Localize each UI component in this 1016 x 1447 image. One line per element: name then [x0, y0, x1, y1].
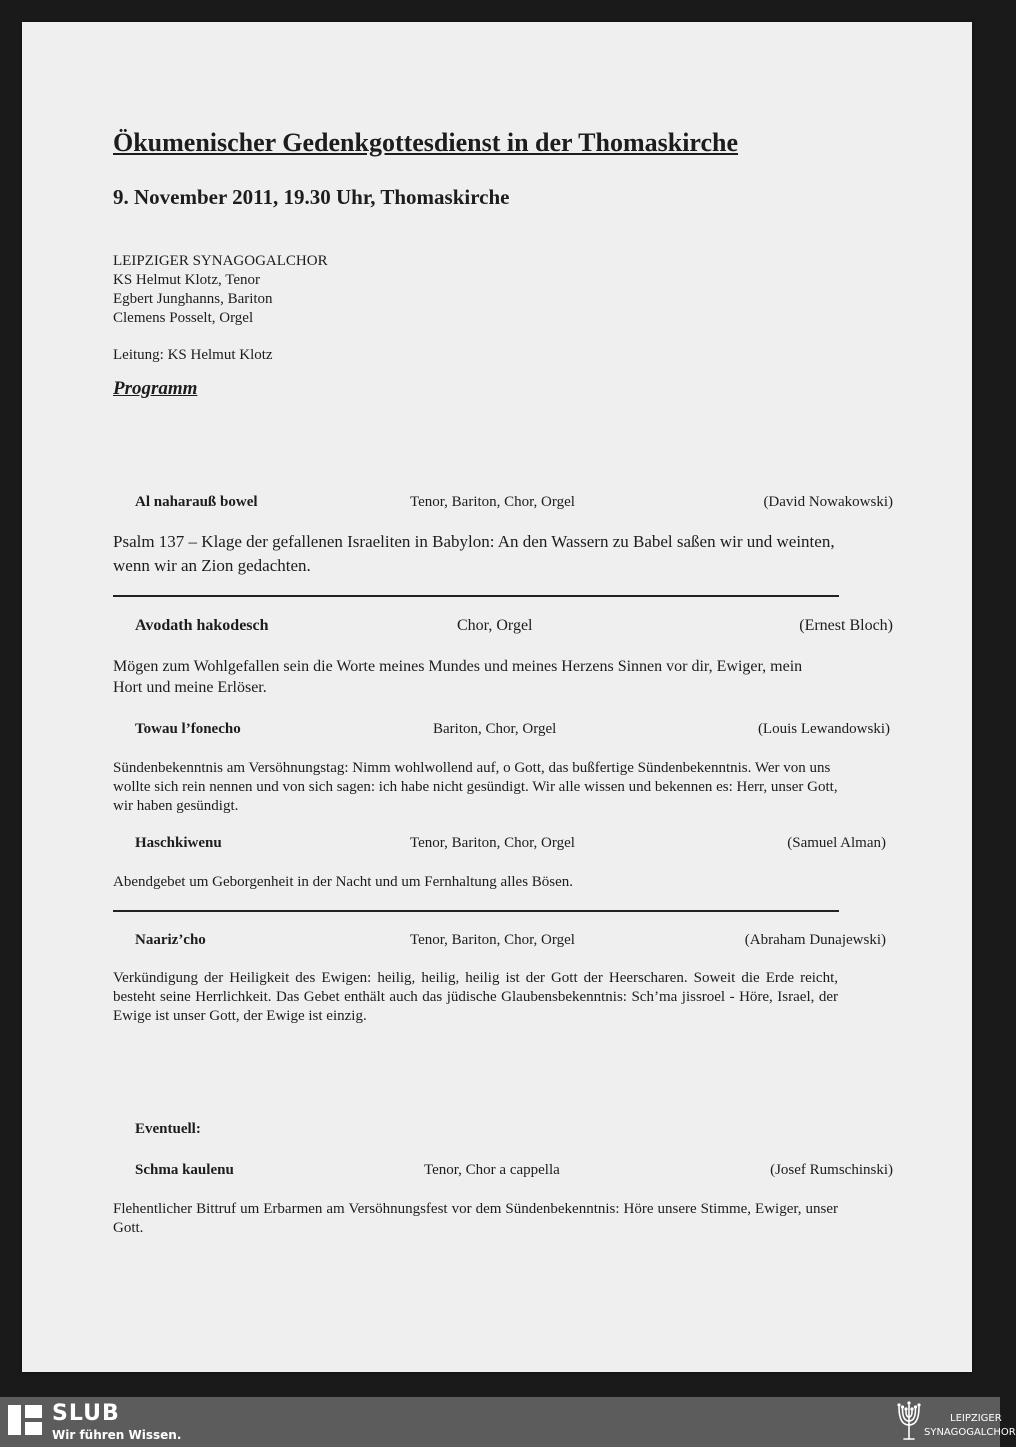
- piece-title: Avodath hakodesch: [135, 617, 269, 634]
- piece-title: Al naharauß bowel: [135, 494, 258, 510]
- performer-bariton: Egbert Junghanns, Bariton: [113, 291, 273, 307]
- document-title: Ökumenischer Gedenkgottesdienst in der Thomaskirche: [113, 128, 739, 157]
- slub-name: SLUB: [52, 1401, 120, 1426]
- footer-bar: [0, 1397, 1016, 1447]
- piece-description: Psalm 137 – Klage der gefallenen Israeliten in Babylon: An den Wassern zu Babel saßen wir und weinten, wenn wir an Zion gedachten.: [113, 532, 835, 575]
- section-divider: [113, 910, 839, 912]
- piece-composer: (Samuel Alman): [787, 835, 886, 851]
- piece-composer: (Louis Lewandowski): [757, 721, 890, 737]
- choir-logo-line2: SYNAGOGALCHOR: [924, 1427, 1016, 1438]
- piece-instrumentation: Tenor, Bariton, Chor, Orgel: [410, 932, 575, 948]
- piece-description: Sündenbekenntnis am Versöhnungstag: Nimm wohlwollend auf, o Gott, das bußfertige Sündenbekenntnis. Wer von uns wollte sich rein nennen und von sich sagen: ich habe nicht gesündigt. Wir alle wissen und bekennen es: Herr, unser Gott, wir haben gesündigt.: [113, 760, 838, 814]
- slub-slogan: Wir führen Wissen.: [52, 1428, 182, 1442]
- choir-logo-line1: LEIPZIGER: [950, 1413, 1002, 1424]
- leitung-line: Leitung: KS Helmut Klotz: [113, 347, 273, 363]
- slub-logo-icon: [8, 1405, 42, 1435]
- piece-instrumentation: Tenor, Bariton, Chor, Orgel: [410, 494, 575, 510]
- piece-instrumentation: Chor, Orgel: [457, 617, 533, 634]
- piece-description: Mögen zum Wohlgefallen sein die Worte meines Mundes und meines Herzens Sinnen vor dir, Ewiger, mein Hort und meine Erlöser.: [113, 658, 803, 696]
- event-date-line: 9. November 2011, 19.30 Uhr, Thomaskirche: [113, 185, 510, 209]
- piece-title: Haschkiwenu: [135, 835, 222, 851]
- eventuell-heading: Eventuell:: [135, 1121, 201, 1137]
- piece-description: Flehentlicher Bittruf um Erbarmen am Versöhnungsfest vor dem Sündenbekenntnis: Höre unsere Stimme, Ewiger, unser Gott.: [113, 1201, 838, 1236]
- piece-instrumentation: Tenor, Chor a cappella: [424, 1162, 560, 1178]
- piece-instrumentation: Bariton, Chor, Orgel: [433, 721, 557, 737]
- piece-composer: (Abraham Dunajewski): [744, 932, 886, 948]
- piece-title: Schma kaulenu: [135, 1162, 234, 1178]
- performer-choir: LEIPZIGER SYNAGOGALCHOR: [113, 253, 328, 269]
- piece-description: Verkündigung der Heiligkeit des Ewigen: heilig, heilig, heilig ist der Gott der Heerscharen. Soweit die Erde reicht, besteht seine Herrlichkeit. Das Gebet enthält auch das jüdische Glaubensbekenntnis: Sch’ma jissroel - Höre, Israel, der Ewige ist unser Gott, der Ewige ist einzig.: [113, 970, 838, 1024]
- piece-composer: (Josef Rumschinski): [770, 1162, 893, 1178]
- programm-heading: Programm: [113, 378, 198, 399]
- piece-title: Towau l’fonecho: [135, 721, 241, 737]
- menorah-icon: [896, 1399, 922, 1441]
- piece-composer: (David Nowakowski): [763, 494, 893, 510]
- performer-orgel: Clemens Posselt, Orgel: [113, 310, 254, 326]
- piece-title: Naariz’cho: [135, 932, 206, 948]
- piece-description: Abendgebet um Geborgenheit in der Nacht und um Fernhaltung alles Bösen.: [113, 874, 574, 890]
- performer-tenor: KS Helmut Klotz, Tenor: [113, 272, 260, 288]
- piece-instrumentation: Tenor, Bariton, Chor, Orgel: [410, 835, 575, 851]
- section-divider: [113, 595, 839, 597]
- piece-composer: (Ernest Bloch): [799, 617, 893, 634]
